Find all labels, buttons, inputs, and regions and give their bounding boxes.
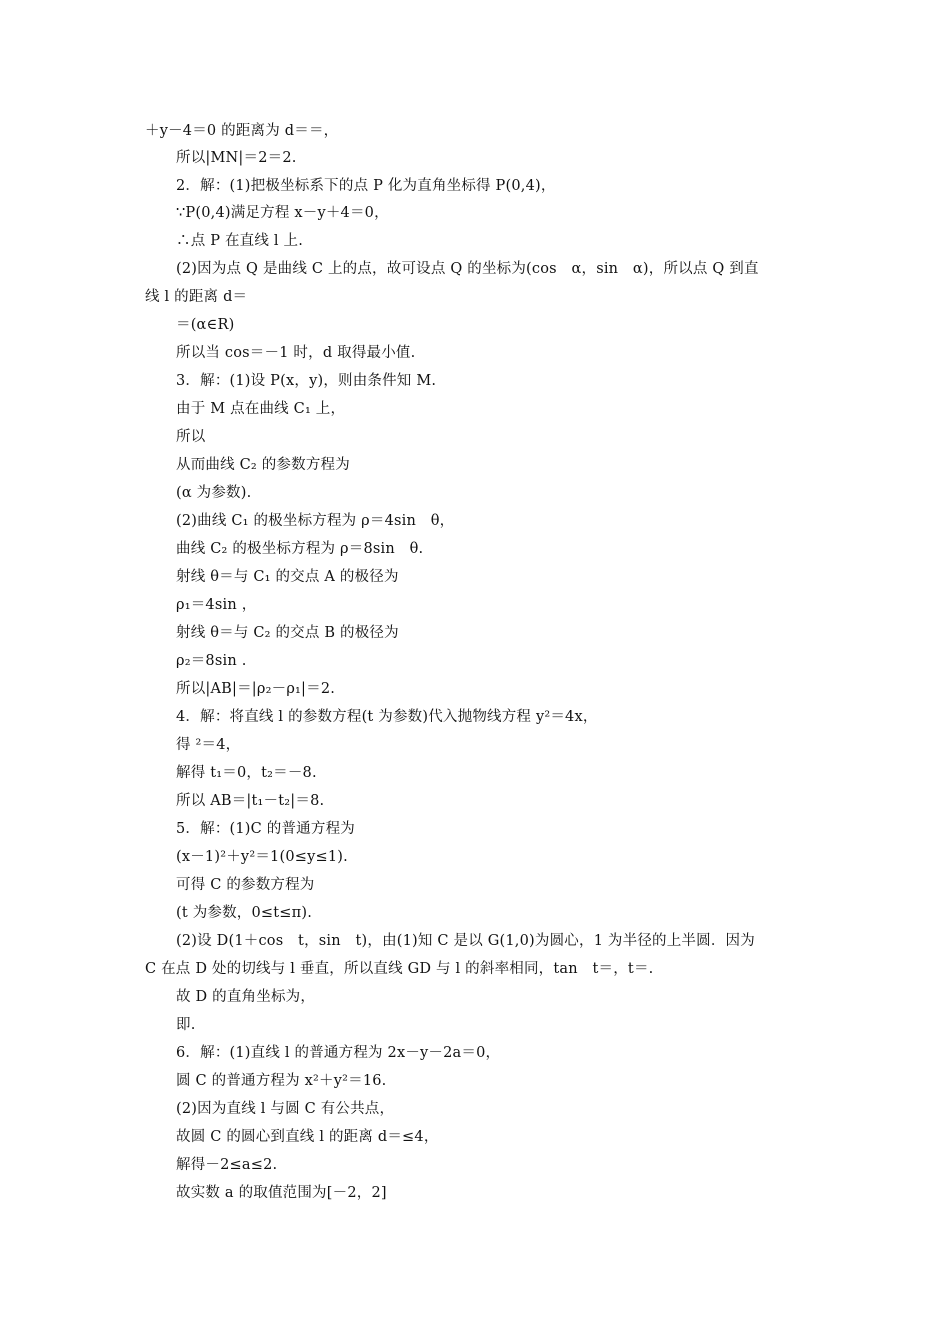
- text-line: 6．解：(1)直线 l 的普通方程为 2x－y－2a＝0，: [176, 1045, 501, 1061]
- text-line: 线 l 的距离 d＝: [145, 289, 248, 305]
- text-line: 5．解：(1)C 的普通方程为: [176, 821, 355, 837]
- text-line: 2．解：(1)把极坐标系下的点 P 化为直角坐标得 P(0,4)，: [176, 178, 556, 194]
- text-line: 可得 C 的参数方程为: [176, 877, 315, 893]
- text-line: 射线 θ＝与 C₁ 的交点 A 的极径为: [176, 569, 399, 585]
- text-line: 所以当 cos＝－1 时，d 取得最小值.: [176, 345, 416, 361]
- text-line: 3．解：(1)设 P(x，y)，则由条件知 M.: [176, 373, 437, 389]
- text-line: (α 为参数).: [176, 485, 252, 501]
- text-line: 故圆 C 的圆心到直线 l 的距离 d＝≤4，: [176, 1129, 439, 1145]
- text-line: 所以|AB|＝|ρ₂－ρ₁|＝2.: [176, 681, 336, 697]
- text-line: ρ₁＝4sin ，: [176, 597, 257, 613]
- text-line: (2)因为点 Q 是曲线 C 上的点，故可设点 Q 的坐标为(cos α，sin α)，所以点 Q 到直: [176, 261, 759, 277]
- text-line: 圆 C 的普通方程为 x²＋y²＝16.: [176, 1073, 387, 1089]
- text-line: ρ₂＝8sin .: [176, 653, 247, 669]
- text-line: 解得 t₁＝0，t₂＝－8.: [176, 765, 317, 781]
- text-line: (x－1)²＋y²＝1(0≤y≤1).: [176, 849, 348, 865]
- text-line: 由于 M 点在曲线 C₁ 上，: [176, 401, 346, 417]
- text-line: 解得－2≤a≤2.: [176, 1157, 278, 1173]
- text-line: (2)因为直线 l 与圆 C 有公共点，: [176, 1101, 395, 1117]
- text-line: 得 ²＝4，: [176, 737, 241, 753]
- text-line: 即.: [176, 1017, 196, 1033]
- text-line: (2)曲线 C₁ 的极坐标方程为 ρ＝4sin θ，: [176, 513, 455, 529]
- text-line: 4．解：将直线 l 的参数方程(t 为参数)代入抛物线方程 y²＝4x，: [176, 709, 598, 725]
- text-line: 故实数 a 的取值范围为[－2，2]: [176, 1185, 387, 1201]
- text-line: 故 D 的直角坐标为，: [176, 989, 316, 1005]
- text-line: ∵P(0,4)满足方程 x－y＋4＝0，: [176, 205, 389, 221]
- text-line: 所以 AB＝|t₁－t₂|＝8.: [176, 793, 325, 809]
- text-line: (t 为参数，0≤t≤π).: [176, 905, 313, 921]
- text-line: (2)设 D(1＋cos t，sin t)，由(1)知 C 是以 G(1,0)为圆心，1 为半径的上半圆．因为: [176, 933, 755, 949]
- text-line: ∴点 P 在直线 l 上.: [176, 233, 304, 249]
- text-line: 所以|MN|＝2＝2.: [176, 150, 297, 166]
- text-line: 曲线 C₂ 的极坐标方程为 ρ＝8sin θ.: [176, 541, 424, 557]
- text-line: ＝(α∈R): [176, 317, 235, 333]
- text-line: C 在点 D 处的切线与 l 垂直，所以直线 GD 与 l 的斜率相同，tan t＝，t＝.: [145, 961, 654, 977]
- text-line: 所以: [176, 429, 206, 445]
- text-line: ＋y－4＝0 的距离为 d＝＝，: [145, 123, 339, 139]
- text-line: 射线 θ＝与 C₂ 的交点 B 的极径为: [176, 625, 399, 641]
- text-line: 从而曲线 C₂ 的参数方程为: [176, 457, 350, 473]
